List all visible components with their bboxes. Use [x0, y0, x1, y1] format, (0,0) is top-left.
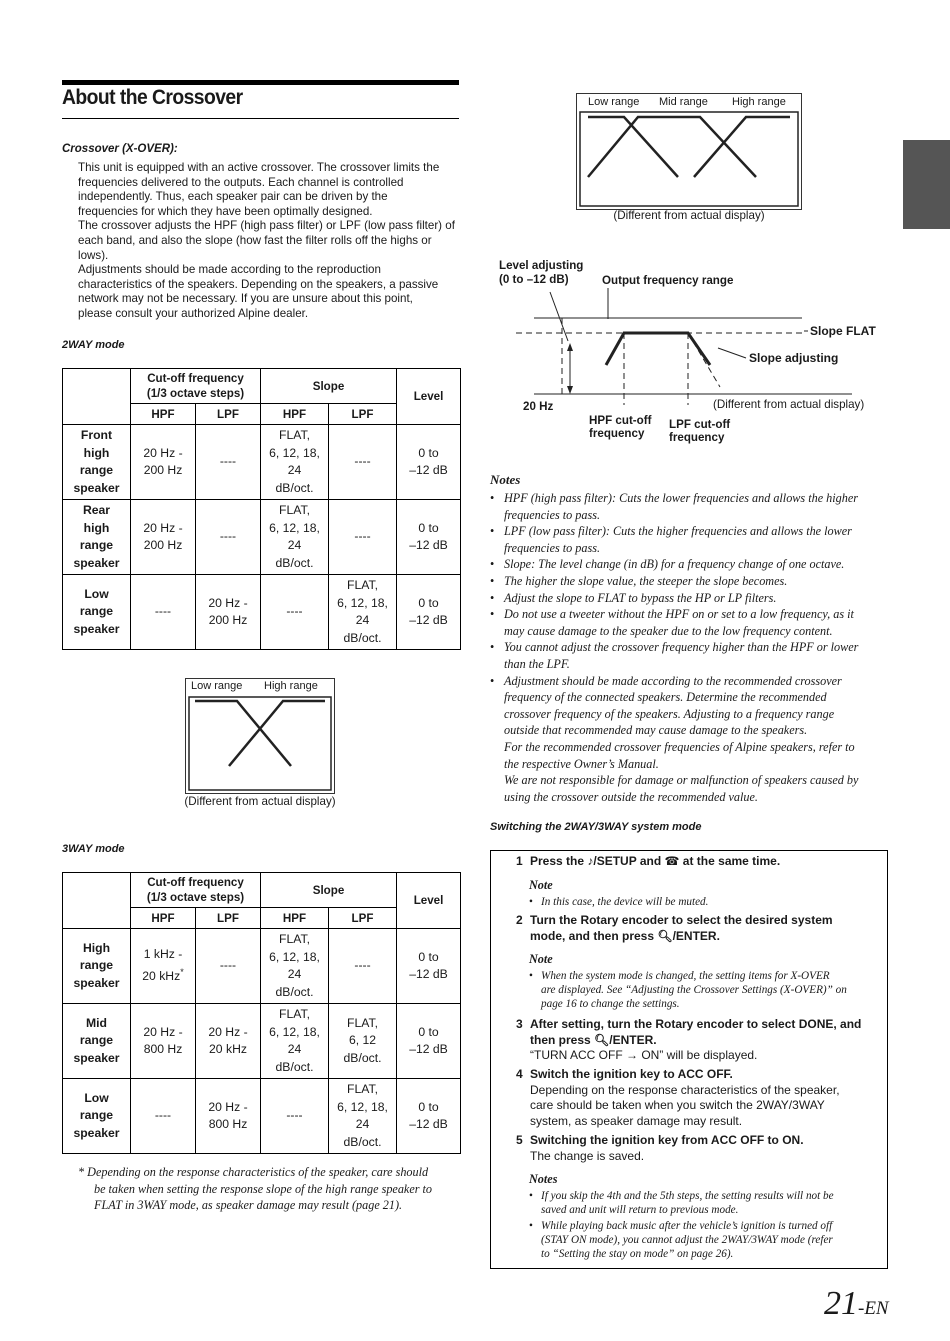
note-text: Do not use a tweeter without the HPF on or set to a low frequency, as it — [504, 607, 854, 622]
cell-text: dB/oct. — [343, 1134, 382, 1149]
slope-lpf-cell — [329, 929, 397, 1004]
three-way-table — [62, 872, 461, 1154]
cutoff-subheader — [131, 404, 196, 425]
note-line: saved and unit will return to previous mode. — [541, 1204, 739, 1216]
note-text: We are not responsible for damage or malfunction of speakers caused by — [504, 773, 859, 788]
cell-text: speaker — [73, 480, 120, 495]
switching-heading: Switching the 2WAY/3WAY system mode — [490, 821, 702, 833]
table-row — [63, 500, 461, 575]
title-rule — [62, 118, 459, 119]
cutoff-hpf-cell — [131, 500, 196, 575]
two-way-diagram-caption: (Different from actual display) — [184, 795, 336, 808]
cell-text: 6, 12, 18, — [269, 1024, 320, 1039]
page-number — [824, 1285, 889, 1323]
notes-list — [490, 490, 900, 805]
slope-subheader — [329, 908, 397, 929]
cutoff-lpf-cell — [196, 1004, 261, 1079]
cell-text: Slope — [312, 883, 345, 897]
three-way-diagram-caption: (Different from actual display) — [613, 209, 765, 222]
phone-icon: ☎ — [664, 854, 680, 868]
step-text: Turn the Rotary encoder to select the desired system — [530, 913, 833, 927]
cell-text: HPF — [151, 911, 175, 925]
step-number: 4 — [516, 1067, 523, 1081]
intro-line: Adjustments should be made according to the reproduction — [78, 263, 381, 277]
cell-text: FLAT, — [279, 932, 310, 946]
cutoff-hpf-cell — [131, 1079, 196, 1154]
level-cell — [397, 929, 461, 1004]
note-text: Slope: The level change (in dB) for a frequency change of one octave. — [504, 557, 845, 572]
slope-lpf-cell — [329, 1004, 397, 1079]
slope-header — [261, 873, 397, 908]
cell-text: –12 dB — [409, 967, 448, 981]
table-row — [63, 929, 461, 1004]
cell-text: 6, 12 — [348, 1033, 377, 1048]
slope-hpf-cell — [261, 1004, 329, 1079]
note-line: • While playing back music after the vehicle’s ignition is turned off — [541, 1220, 833, 1232]
mid-range-label: Mid range — [659, 96, 708, 108]
cutoff-lpf-cell — [196, 1079, 261, 1154]
step-text: then press — [530, 1032, 595, 1047]
note-line: (STAY ON mode), you cannot adjust the 2WAY/3WAY mode (refer — [541, 1234, 833, 1246]
note-text: frequency of the connected speakers. Determine the recommended — [504, 690, 827, 705]
note-text: The higher the slope value, the steeper the slope becomes. — [504, 573, 788, 588]
step-1-note: • In this case, the device will be muted. — [529, 895, 891, 909]
cell-text: Level — [413, 894, 444, 907]
cell-text: (1/3 octave steps) — [146, 891, 245, 904]
intro-line: please consult your authorized Alpine dealer. — [78, 306, 309, 320]
cell-text: –12 dB — [409, 613, 448, 627]
cell-text: high — [83, 520, 110, 535]
high-range-label: High range — [264, 680, 318, 692]
level-adjusting-text: Level adjusting — [499, 259, 584, 272]
note-line: page 16 to change the settings. — [541, 998, 680, 1010]
cell-text: range — [79, 538, 114, 552]
step-1-note-title: Note — [529, 878, 553, 892]
cell-text: ---- — [286, 1108, 303, 1123]
cell-text: ---- — [219, 454, 237, 469]
note-text: Adjust the slope to FLAT to bypass the HP or LP filters. — [504, 590, 777, 605]
level-cell — [397, 575, 461, 650]
cell-text: 6, 12, 18, — [337, 1099, 388, 1114]
cell-text: ---- — [354, 958, 371, 973]
cell-text: 0 to — [418, 445, 439, 460]
cell-text: dB/oct. — [275, 1059, 314, 1074]
note-text: crossover frequency of the speakers. Adjusting to a frequency range — [504, 706, 835, 721]
step-number: 5 — [516, 1133, 523, 1147]
cutoff-subheader — [131, 908, 196, 929]
cell-text: 24 — [287, 538, 302, 552]
step-text: /ENTER. — [609, 1032, 657, 1047]
cell-text: 20 Hz - — [143, 520, 183, 535]
final-notes-title: Notes — [529, 1172, 558, 1186]
slope-flat-label: Slope FLAT — [810, 324, 876, 338]
cell-text: 0 to — [418, 949, 439, 964]
cell-text: 20 kHz* — [142, 966, 184, 984]
cell-text: 20 Hz - — [208, 1099, 248, 1114]
slope-adjusting-label: Slope adjusting — [749, 351, 839, 365]
cell-text: 24 — [355, 1117, 370, 1131]
high-range-label: High range — [732, 96, 786, 108]
cutoff-hpf-cell — [131, 1004, 196, 1079]
cell-text: 800 Hz — [143, 1042, 183, 1056]
cell-text: ---- — [154, 1108, 172, 1123]
slope-hpf-cell — [261, 500, 329, 575]
cell-text: LPF — [217, 911, 239, 925]
notes-title: Notes — [490, 472, 521, 487]
step-5 — [516, 1133, 876, 1164]
intro-line: This unit is equipped with an active crossover. The crossover limits the — [78, 161, 440, 174]
note-text: Adjustment should be made according to the recommended crossover — [504, 673, 842, 688]
table-row — [63, 1004, 461, 1079]
slope-subheader — [329, 404, 397, 425]
cell-text: dB/oct. — [343, 630, 382, 645]
cell-text: Low — [84, 586, 109, 601]
music-note-icon: ♪ — [587, 854, 594, 868]
intro-line: independently. Thus, each speaker pair can be driven by the — [78, 190, 388, 204]
cell-text: Rear — [82, 503, 111, 517]
note-text: using the crossover outside the recommended value. — [504, 789, 758, 804]
speaker-name-cell — [63, 425, 131, 500]
table-row — [63, 1079, 461, 1154]
title-bar — [62, 80, 459, 85]
cell-text: High — [82, 940, 111, 955]
note-line: • If you skip the 4th and the 5th steps, the setting results will not be — [541, 1190, 834, 1202]
cell-text: speaker — [73, 555, 120, 570]
step-text: Depending on the response characteristics of the speaker, — [530, 1082, 840, 1097]
cell-text: ---- — [354, 529, 371, 544]
slope-subheader — [261, 404, 329, 425]
hpf-cutoff-line: frequency — [589, 427, 645, 440]
cutoff-lpf-cell — [196, 500, 261, 575]
cell-text: range — [79, 604, 114, 619]
step-text: care should be taken when you switch the 2WAY/3WAY — [530, 1098, 825, 1112]
cell-text: –12 dB — [409, 538, 448, 552]
cell-text: FLAT, — [347, 1015, 378, 1030]
cell-text: Level — [413, 390, 444, 403]
note-line: • When the system mode is changed, the setting items for X-OVER — [541, 970, 830, 982]
note-item — [490, 523, 900, 556]
search-icon: 🔍︎ — [594, 1032, 610, 1047]
cell-text: HPF — [151, 407, 175, 421]
low-range-label: Low range — [191, 680, 243, 692]
cell-text: speaker — [73, 975, 120, 990]
step-text: /SETUP and — [593, 854, 665, 868]
speaker-name-cell — [63, 500, 131, 575]
intro-line: characteristics of the speakers. Depending on the speakers, a passive — [78, 277, 439, 291]
cell-text: ---- — [286, 604, 303, 619]
cutoff-header — [131, 369, 261, 404]
three-way-heading: 3WAY mode — [62, 843, 125, 855]
table-row — [63, 425, 461, 500]
slope-hpf-cell — [261, 575, 329, 650]
cell-text: FLAT, — [279, 428, 310, 442]
cell-text: range — [79, 1033, 114, 1048]
lpf-cutoff-line: LPF cut-off — [669, 418, 731, 431]
cell-text: dB/oct. — [275, 984, 314, 999]
header-row — [63, 873, 461, 908]
hpf-cutoff-label — [589, 414, 651, 440]
slope-lpf-cell — [329, 500, 397, 575]
cutoff-lpf-cell — [196, 575, 261, 650]
note-line: to “Setting the stay on mode” on page 26). — [541, 1248, 734, 1260]
table-row — [63, 575, 461, 650]
cell-text: 0 to — [418, 1024, 439, 1039]
note-item — [490, 639, 900, 672]
cell-text: 1 kHz - — [143, 947, 183, 962]
level-slope-diagram — [490, 255, 890, 455]
step-text: /ENTER. — [672, 928, 720, 943]
step-2 — [516, 913, 876, 944]
speaker-name-cell — [63, 575, 131, 650]
cell-text: range — [79, 958, 114, 973]
cell-text: Front — [80, 428, 113, 442]
cell-text: FLAT, — [279, 503, 310, 517]
final-note-2 — [529, 1219, 891, 1261]
cell-text: 6, 12, 18, — [269, 949, 320, 964]
cell-text: 6, 12, 18, — [269, 520, 320, 535]
step-3 — [516, 1017, 881, 1064]
corner-cell — [63, 873, 131, 929]
note-text: For the recommended crossover frequencies of Alpine speakers, refer to — [504, 739, 855, 754]
three-way-footnote — [78, 1164, 463, 1214]
cutoff-header — [131, 873, 261, 908]
step-text: Switch the ignition key to ACC OFF. — [530, 1067, 733, 1081]
cell-text: ---- — [154, 604, 172, 619]
level-cell — [397, 1004, 461, 1079]
cell-text: dB/oct. — [343, 1050, 382, 1065]
step-text: After setting, turn the Rotary encoder to select DONE, and — [530, 1017, 862, 1031]
two-way-table — [62, 368, 461, 650]
cell-text: 200 Hz — [143, 538, 183, 552]
cutoff-hpf-cell — [131, 929, 196, 1004]
level-cell — [397, 1079, 461, 1154]
cell-text: Mid — [86, 1015, 107, 1030]
cell-text: –12 dB — [409, 1117, 448, 1131]
cell-text: 20 Hz - — [143, 445, 183, 460]
page-title: About the Crossover — [62, 86, 243, 109]
step-text: system, as speaker damage may result. — [530, 1113, 743, 1128]
step-number: 1 — [516, 854, 523, 868]
cell-text: 20 Hz - — [143, 1024, 183, 1039]
cell-text: dB/oct. — [275, 555, 314, 570]
intro-line: lows). — [78, 248, 109, 262]
level-range-text: (0 to –12 dB) — [499, 273, 569, 286]
slope-subheader — [261, 908, 329, 929]
hz20-label: 20 Hz — [523, 400, 554, 413]
step-2-note — [529, 969, 891, 1011]
footnote-line: * Depending on the response characteristics of the speaker, care should — [78, 1165, 429, 1179]
cell-text: 20 Hz - — [208, 595, 248, 610]
note-text: may cause damage to the speaker due to the low frequency content. — [504, 623, 833, 638]
hpf-cutoff-line: HPF cut-off — [589, 414, 652, 427]
cell-text: 24 — [287, 1042, 302, 1056]
cell-text: –12 dB — [409, 463, 448, 477]
switching-steps-box — [490, 850, 888, 1269]
cell-text: speaker — [73, 621, 120, 636]
cell-text: 0 to — [418, 1099, 439, 1114]
footnote-line: FLAT in 3WAY mode, as speaker damage may result (page 21). — [94, 1198, 403, 1213]
lpf-cutoff-label — [669, 418, 730, 444]
cell-text: Cut-off frequency — [147, 372, 244, 385]
cell-text: 20 Hz - — [208, 1024, 248, 1039]
cell-text: Low — [84, 1090, 109, 1105]
cell-text: range — [79, 1108, 114, 1123]
cell-text: FLAT, — [347, 578, 378, 592]
slope-hpf-cell — [261, 1079, 329, 1154]
cell-text: Cut-off frequency — [147, 876, 244, 889]
cell-text: ---- — [354, 454, 371, 469]
note-text: LPF (low pass filter): Cuts the higher frequencies and allows the lower — [504, 524, 852, 539]
cutoff-hpf-cell — [131, 575, 196, 650]
cell-text: 24 — [287, 967, 302, 981]
cell-text: 24 — [355, 613, 370, 627]
step-text: at the same time. — [679, 854, 781, 868]
footnote-marker: * — [180, 966, 184, 977]
step-number: 3 — [516, 1017, 523, 1031]
slope-lpf-cell — [329, 1079, 397, 1154]
cell-text: speaker — [73, 1125, 120, 1140]
step-2-note-title: Note — [529, 952, 553, 966]
cell-text: LPF — [217, 407, 239, 421]
lpf-cutoff-line: frequency — [669, 431, 725, 444]
cell-text: FLAT, — [279, 1007, 310, 1021]
three-way-diagram — [576, 93, 802, 215]
cutoff-subheader — [196, 908, 261, 929]
level-header — [397, 873, 461, 929]
note-item — [490, 590, 900, 607]
slope-header — [261, 369, 397, 404]
note-text: HPF (high pass filter): Cuts the lower frequencies and allows the higher — [504, 491, 858, 505]
page-number-value: 21 — [824, 1285, 858, 1322]
cutoff-lpf-cell — [196, 425, 261, 500]
speaker-name-cell — [63, 1079, 131, 1154]
cell-text: (1/3 octave steps) — [146, 387, 245, 400]
speaker-name-cell — [63, 929, 131, 1004]
note-text: You cannot adjust the crossover frequency higher than the HPF or lower — [504, 640, 859, 655]
cell-text: –12 dB — [409, 1042, 448, 1056]
note-line: are displayed. See “Adjusting the Crossover Settings (X-OVER)” on — [541, 984, 847, 996]
two-way-heading: 2WAY mode — [62, 339, 125, 351]
cutoff-hpf-cell — [131, 425, 196, 500]
note-item — [490, 573, 900, 590]
note-item — [490, 490, 900, 523]
cell-text: LPF — [351, 407, 374, 421]
cell-text: 20 kHz — [209, 1042, 247, 1056]
note-text: than the LPF. — [504, 656, 570, 671]
low-range-label: Low range — [588, 96, 640, 108]
cell-text: 200 Hz — [208, 613, 248, 627]
cell-text: range — [79, 463, 114, 477]
cell-text: dB/oct. — [275, 480, 314, 495]
cell-text: HPF — [282, 407, 307, 421]
intro-line: frequencies for which they have been optimally designed. — [78, 204, 373, 218]
cutoff-subheader — [196, 404, 261, 425]
cell-text: ---- — [219, 958, 237, 973]
section-tab — [903, 140, 950, 229]
slope-hpf-cell — [261, 425, 329, 500]
cell-text: 0 to — [418, 595, 439, 610]
slope-lpf-cell — [329, 425, 397, 500]
two-way-diagram — [185, 678, 335, 799]
intro-line: each band, and also the slope (how fast the filter rolls off the highs or — [78, 233, 432, 247]
step-text: Switching the ignition key from ACC OFF to ON. — [530, 1133, 804, 1147]
slope-lpf-cell — [329, 575, 397, 650]
note-text: frequencies to pass. — [504, 540, 601, 555]
level-adjusting-label — [499, 259, 583, 287]
step-text: Press the — [530, 854, 588, 868]
header-row — [63, 369, 461, 404]
intro-text — [78, 161, 463, 322]
cutoff-lpf-cell — [196, 929, 261, 1004]
step-text: “TURN ACC OFF → ON” will be displayed. — [530, 1048, 758, 1062]
step-4 — [516, 1067, 876, 1129]
cell-text: 200 Hz — [143, 463, 183, 477]
cell-text: FLAT, — [347, 1082, 378, 1096]
cell-text: 6, 12, 18, — [337, 595, 388, 610]
footnote-line: be taken when setting the response slope of the high range speaker to — [94, 1181, 433, 1196]
cell-text: speaker — [73, 1050, 120, 1065]
slope-hpf-cell — [261, 929, 329, 1004]
search-icon: 🔍︎ — [657, 928, 673, 943]
step-number: 2 — [516, 913, 523, 927]
corner-cell — [63, 369, 131, 425]
note-text: frequencies to pass. — [504, 507, 601, 522]
intro-line: The crossover adjusts the HPF (high pass filter) or LPF (low pass filter) of — [78, 219, 455, 233]
note-item — [490, 673, 900, 806]
cell-text: ---- — [219, 529, 237, 544]
cell-text: 0 to — [418, 520, 439, 535]
level-diagram-caption: (Different from actual display) — [713, 398, 865, 411]
step-1 — [516, 854, 876, 870]
step-text: mode, and then press — [530, 928, 658, 943]
intro-line: frequencies delivered to the outputs. Each channel is controlled — [78, 175, 404, 189]
level-cell — [397, 425, 461, 500]
step-text: The change is saved. — [530, 1148, 645, 1163]
note-item — [490, 606, 900, 639]
final-note-1 — [529, 1189, 891, 1217]
cell-text: high — [83, 445, 110, 460]
level-header — [397, 369, 461, 425]
output-range-label: Output frequency range — [602, 274, 734, 287]
cell-text: 24 — [287, 463, 302, 477]
intro-line: network may not be necessary. If you are unsure about this point, — [78, 292, 413, 306]
note-text: the respective Owner’s Manual. — [504, 756, 659, 771]
note-item — [490, 556, 900, 573]
crossover-heading: Crossover (X-OVER): — [62, 143, 178, 155]
level-cell — [397, 500, 461, 575]
cell-text: Slope — [312, 379, 345, 393]
cell-text: 800 Hz — [208, 1117, 248, 1131]
note-text: outside that recommended may cause damage to the speakers. — [504, 723, 808, 738]
speaker-name-cell — [63, 1004, 131, 1079]
cell-text: 6, 12, 18, — [269, 445, 320, 460]
page-number-suffix: -EN — [858, 1298, 889, 1319]
cell-text: HPF — [282, 911, 307, 925]
cell-text: LPF — [351, 911, 374, 925]
